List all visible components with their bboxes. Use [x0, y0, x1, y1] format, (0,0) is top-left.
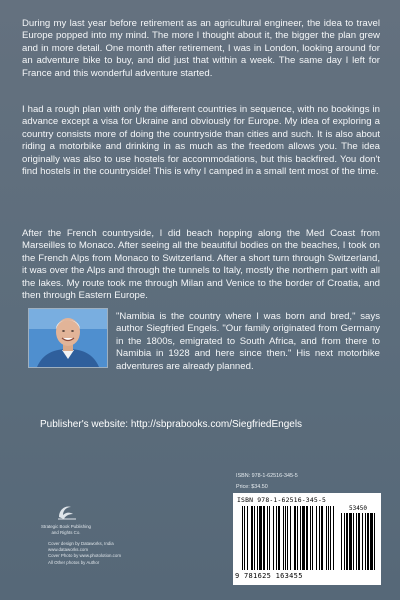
cover-credits: [48, 541, 168, 566]
ean-barcode-bars: [242, 506, 336, 570]
barcode-addon-number: 53450: [348, 505, 368, 512]
credit-line: Cover design by Dataworks, India: [48, 541, 114, 546]
barcode-ean-number: 9 781625 163455: [235, 572, 303, 580]
credit-line: All Other photos by Author: [48, 559, 100, 565]
barcode: [233, 493, 381, 585]
credit-line: Cover Photo by www.photolotion.com: [48, 553, 121, 559]
author-bio: "Namibia is the country where I was born and bred," says author Siegfried Engels. "Our family originated from Germany in the 1800s, emigrated to South Africa, and from there to Namibia in 1928 and here since then." His next motorbike adventures are already planned.: [116, 311, 380, 372]
publisher-logo-icon: [56, 503, 78, 521]
description-paragraph-3: After the French countryside, I did beach hopping along the Med Coast from Marseilles to Monaco. After seeing all the beautiful bodies on the beaches, I took on the French Alps from Monaco to Switzerland. After a short turn through Switzerland, it was over the Alps and through the tunnels to Italy, mostly the northern part with all the lakes. My route took me through Milan and Venice to the border of Croatia, and then through Eastern Europe.: [22, 228, 380, 302]
addon-barcode-bars: [341, 513, 375, 570]
description-paragraph-2: I had a rough plan with only the different countries in sequence, with no bookings in advance except a visa for Ukraine and obviously for Europe. My idea of exploring a country consists more of doing the countryside than cities and such. It is also about riding a motorbike and drinking in as much as the freedom allows you. The idea originally was also to use hostels for accommodations, but this backfired. You don't find hostels in the countryside! This is why I camped in a small tent most of the time.: [22, 104, 380, 178]
isbn-label: ISBN: 978-1-62516-345-5: [236, 473, 298, 479]
publisher-logo-name: Strategic Book Publishing and Rights Co.: [40, 524, 92, 535]
price-label: Price: $34.50: [236, 484, 268, 490]
publisher-website: Publisher's website: http://sbprabooks.com/SiegfriedEngels: [40, 419, 303, 430]
author-photo: [28, 308, 108, 368]
description-paragraph-1: During my last year before retirement as an agricultural engineer, the idea to travel Europe popped into my mind. The more I thought about it, the bigger the plan grew and in more detail. One month after retirement, I was in London, looking around for an adventure bike to buy, and did just that within a week. The same day I left for France and this wonderful adventure started.: [22, 18, 380, 79]
credit-line: www.dataworks.com: [48, 547, 89, 553]
barcode-isbn-text: ISBN 978-1-62516-345-5: [237, 496, 327, 504]
